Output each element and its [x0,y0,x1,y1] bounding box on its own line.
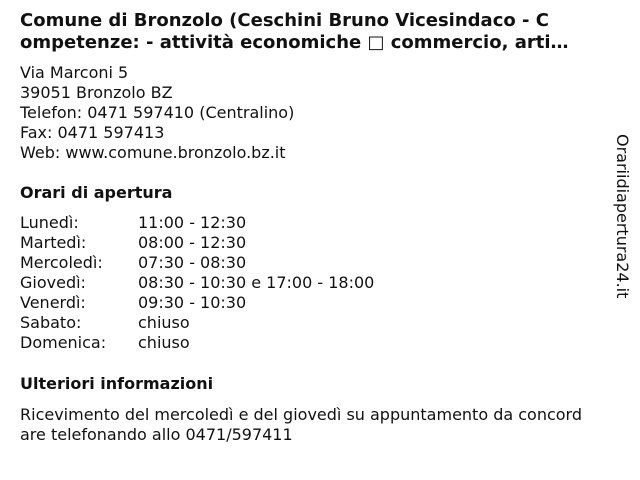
fax-number: Fax: 0471 597413 [20,123,165,142]
hours-row-tuesday [20,233,374,253]
more-info-line-2: are telefonando allo 0471/597411 [20,425,293,444]
hours-row-wednesday [20,253,374,273]
day-label: Lunedì: [20,213,79,232]
day-label: Domenica: [20,333,107,352]
more-info-heading: Ulteriori informazioni [20,374,214,393]
hours-row-monday [20,213,374,233]
day-hours: 08:30 - 10:30 e 17:00 - 18:00 [138,273,375,292]
contact-block [20,63,294,163]
more-info-text [20,405,582,445]
day-label: Martedì: [20,233,87,252]
day-hours: 11:00 - 12:30 [138,213,247,232]
page-title-line-1: Comune di Bronzolo (Ceschini Bruno Vicesindaco - C [20,10,549,31]
day-hours: 08:00 - 12:30 [138,233,247,252]
hours-row-sunday [20,333,374,353]
watermark: Orariidiapertura24.it [613,134,632,299]
hours-row-friday [20,293,374,313]
hours-row-thursday [20,273,374,293]
street-address: Via Marconi 5 [20,63,129,82]
more-info-line-1: Ricevimento del mercoledì e del giovedì su appuntamento da concord [20,405,583,424]
day-hours: chiuso [138,313,190,332]
day-hours: 07:30 - 08:30 [138,253,247,272]
page-title-line-2: ompetenze: - attività economiche □ commercio, arti… [20,32,569,53]
website: Web: www.comune.bronzolo.bz.it [20,143,286,162]
day-label: Sabato: [20,313,82,332]
day-label: Giovedì: [20,273,86,292]
page-title [20,10,620,54]
opening-hours-table [20,213,374,353]
city-address: 39051 Bronzolo BZ [20,83,173,102]
day-label: Mercoledì: [20,253,103,272]
hours-row-saturday [20,313,374,333]
day-label: Venerdì: [20,293,86,312]
day-hours: chiuso [138,333,190,352]
day-hours: 09:30 - 10:30 [138,293,247,312]
opening-hours-heading: Orari di apertura [20,183,173,202]
phone-number: Telefon: 0471 597410 (Centralino) [20,103,295,122]
